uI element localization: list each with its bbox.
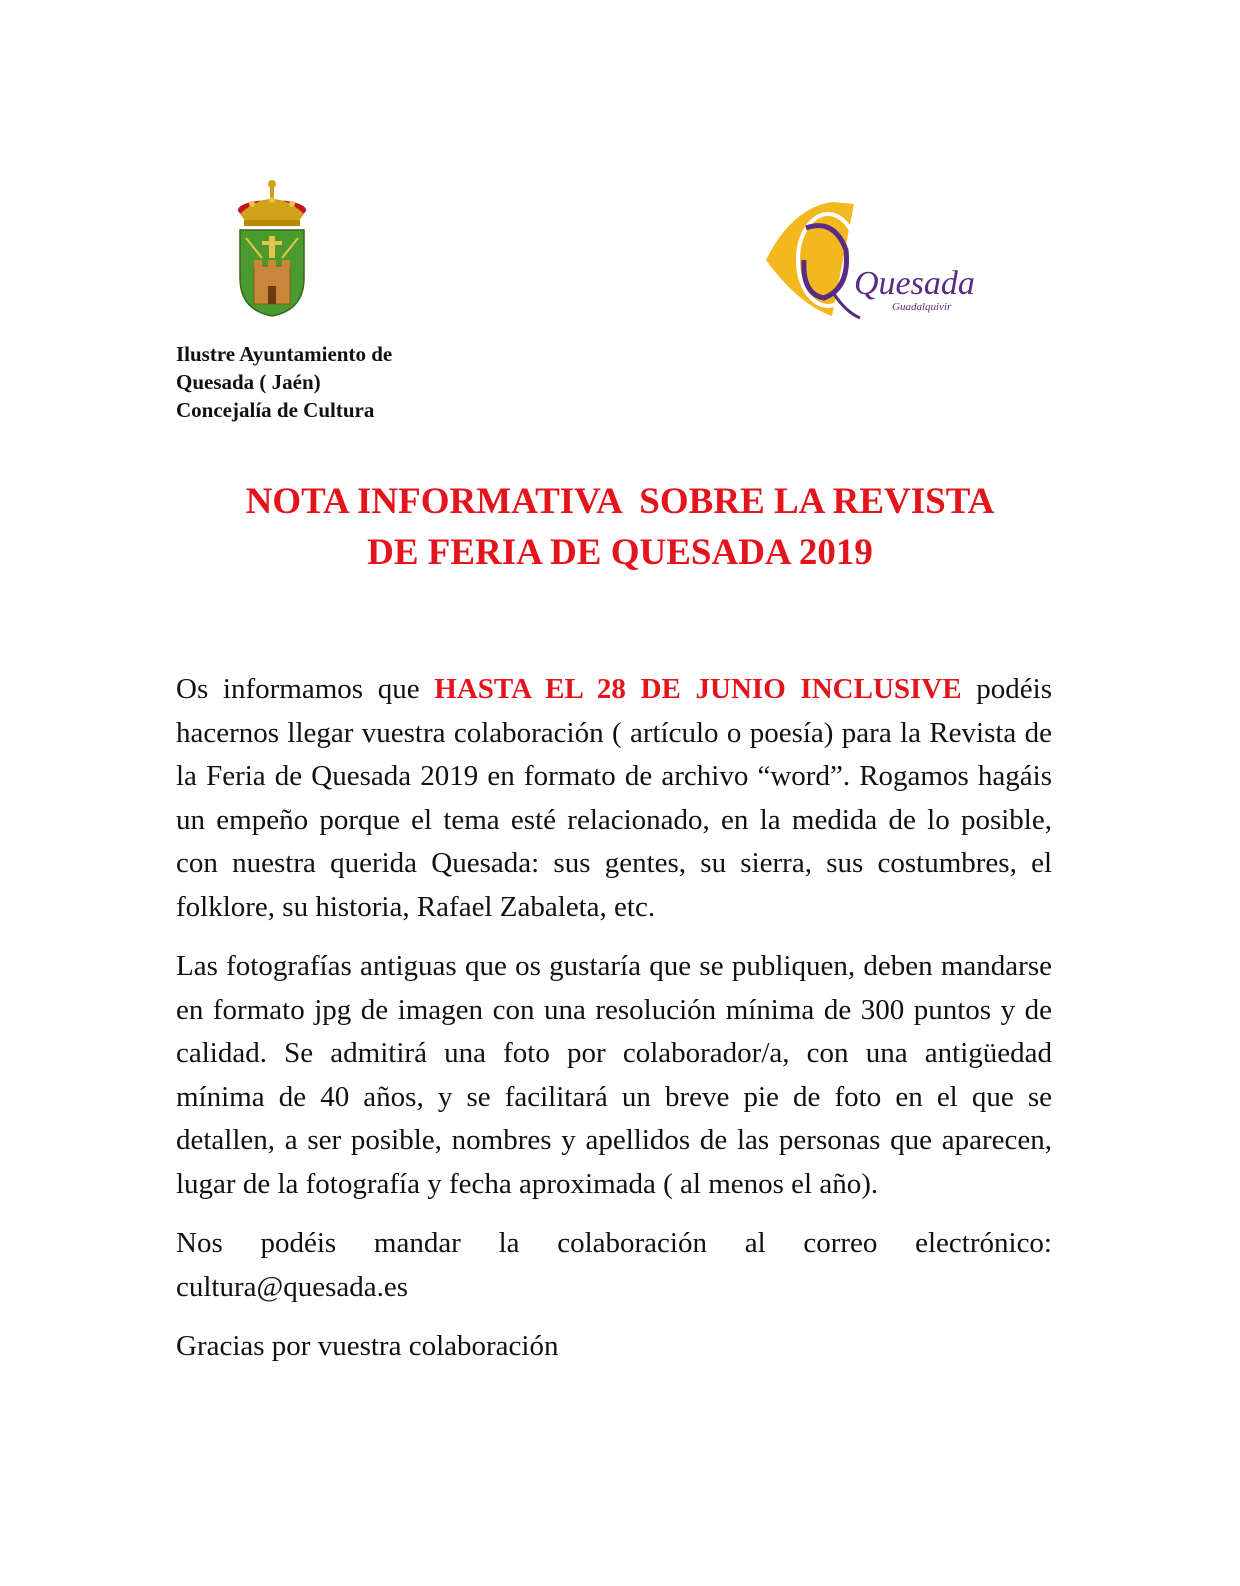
paragraph-deadline xyxy=(176,668,1052,929)
document-body xyxy=(176,668,1052,1369)
title-line: DE FERIA DE QUESADA 2019 xyxy=(367,532,873,573)
paragraph-photos: Las fotografías antiguas que os gustaría que se publiquen, deben mandarse en formato jpg de imagen con una resolución mínima de 300 puntos y de calidad. Se admitirá una foto por colaborador/a, con una antigüedad mínima de 40 años, y se facilitará un breve pie de foto en el que se detallen, a ser posible, nombres y apellidos de las personas que aparecen, lugar de la fotografía y fecha aproximada ( al menos el año). xyxy=(176,950,1052,1200)
institution-line: Ilustre Ayuntamiento de xyxy=(176,342,393,366)
institution-line: Concejalía de Cultura xyxy=(176,398,375,422)
email-link[interactable]: cultura@quesada.es xyxy=(176,1270,409,1303)
title-line: NOTA INFORMATIVA SOBRE LA REVISTA xyxy=(245,481,995,522)
quesada-guadalquivir-logo xyxy=(762,198,992,328)
logo-subtext: Guadalquivir xyxy=(892,301,952,313)
paragraph-contact: Nos podéis mandar la colaboración al correo electrónico: xyxy=(176,1227,1052,1259)
institution-header xyxy=(176,340,392,424)
document-title xyxy=(150,476,1090,578)
deadline-highlight: HASTA EL 28 DE JUNIO INCLUSIVE xyxy=(434,673,962,705)
coat-of-arms-icon xyxy=(232,178,312,318)
institution-line: Quesada ( Jaén) xyxy=(176,370,321,394)
paragraph-text: podéis hacernos llegar vuestra colaboración ( artículo o poesía) para la Revista de la Feria de Quesada 2019 en formato de archivo “word”. Rogamos hagáis un empeño porque el tema esté relacionado, en la medida de lo posible, con nuestra querida Quesada: sus gentes, su sierra, sus costumbres, el folklore, su historia, Rafael Zabaleta, etc. xyxy=(176,673,1052,923)
paragraph-lead: Os informamos que xyxy=(176,673,435,705)
logo-text: Quesada xyxy=(854,265,975,302)
paragraph-thanks: Gracias por vuestra colaboración xyxy=(176,1330,559,1362)
